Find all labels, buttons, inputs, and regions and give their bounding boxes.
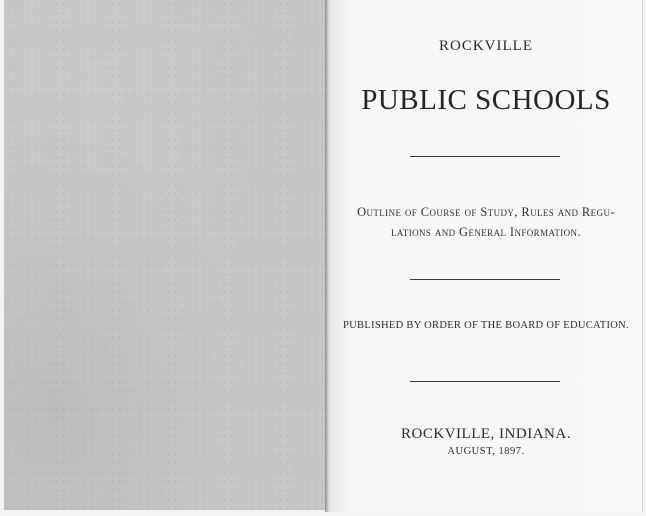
title-page [330,0,643,512]
publisher-line: PUBLISHED BY ORDER OF THE BOARD OF EDUCATION. [343,320,629,331]
town-heading: ROCKVILLE [439,38,533,54]
left-page-blank [4,0,327,510]
page-title: PUBLIC SCHOOLS [361,84,611,116]
subtitle-line-2: lations and General Information. [391,225,581,239]
divider-rule [410,279,560,280]
date-line: AUGUST, 1897. [447,446,525,457]
place-line: ROCKVILLE, INDIANA. [401,426,571,442]
divider-rule [410,156,560,157]
subtitle-line-1: Outline of Course of Study, Rules and Regu- [357,205,615,219]
divider-rule [410,381,560,382]
